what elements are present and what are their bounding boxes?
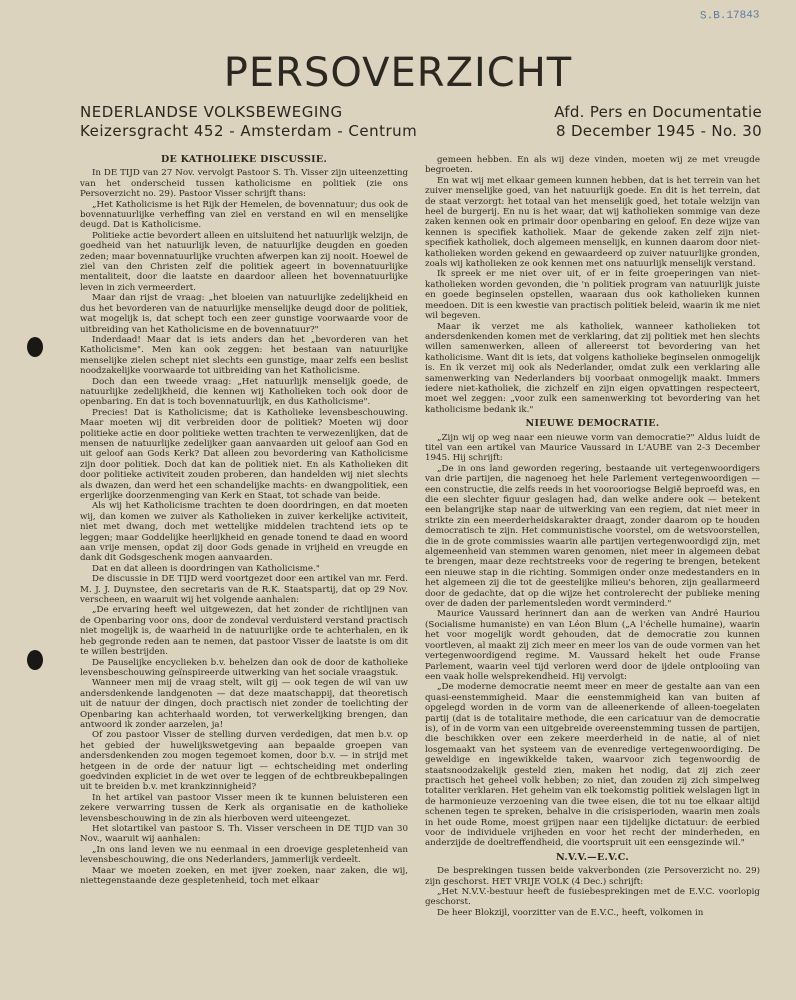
paragraph: Maar we moeten zoeken, en met ijver zoeken, naar zaken, die wij, niettegenstaande deze gespletenheid, toch met elkaar bbox=[80, 865, 408, 887]
section-heading-nieuwe-democratie: NIEUWE DEMOCRATIE. bbox=[525, 418, 660, 430]
organization-name: NEDERLANDSE VOLKSBEWEGING bbox=[80, 103, 343, 121]
paragraph: „De in ons land geworden regering, bestaande uit vertegenwoordigers van drie partijen, die nagenoeg het hele Parlement vertegenwoordigen — een constructie, die zelfs reeds in het voorooriogse België beproefd was, en die een slechter figuur geslagen had, dan welke andere ook — betekent een belangrijke stap naar de uitwerking van een regiem, dat niet meer in strikte zin een meerderheidskarakter draagt, zonder daarom op te houden democratisch te zijn. Het communistische voorstel, om de wetsvoorstellen, die in de grote commissies waarin alle partijen vertegenwoordigd zijn, met algemeenheid van stemmen waren genomen, niet meer in algemeen debat te brengen, maar deze rechtstreeks voor de regering te brengen, betekent een nieuwe stap in die richting. Sommigen onder onze medestanders en in het algemeen zij die tot de geestelijke milieu's behoren, zijn geallarmeerd door de gedachte, dat op die wijze het controlerecht der publieke mening over de daden der parlementsleden wordt verminderd." bbox=[425, 463, 760, 610]
paragraph: Inderdaad! Maar dat is iets anders dan het „bevorderen van het Katholicisme". Men kan ook zeggen: het bestaan van natuurlijke menselijke zielen schept niet slechts een gunstige, maar zelfs een beslist noodzakelijke voorwaarde tot uitbreiding van het Katholicisme. bbox=[80, 334, 408, 377]
left-column-paragraphs bbox=[80, 168, 408, 886]
nvv-evc-paragraphs bbox=[425, 866, 760, 918]
issue-date-number: 8 December 1945 - No. 30 bbox=[556, 122, 762, 140]
paragraph: „Het Katholicisme is het Rijk der Hemelen, de bovennatuur; dus ook de bovennatuurlijke verheffing van ziel en verstand en wil en menselijke deugd. Dat is Katholicisme. bbox=[80, 199, 408, 231]
right-column-paragraphs-continued bbox=[425, 155, 760, 415]
paragraph: Politieke actie bevordert alleen en uitsluitend het natuurlijk welzijn, de goedheid van het natuurlijk leven, de natuurlijke deugden en goeden zeden; maar bovennatuurlijke vruchten afwerpen kan zij nooit. Hoewel de ziel van den Christen zelf die politiek ageert in bovennatuurlijke mentaliteit, door die laatste en daardoor alleen het bovennatuurlijke leven in zich vermeerdert. bbox=[80, 230, 408, 293]
paragraph: Maurice Vaussard herinnert dan aan de werken van André Hauriou (Socialisme humaniste) en van Léon Blum („A l'échelle humaine), waarin het voor mogelijk wordt gehouden, dat de democratie zou kunnen voortleven, al maakt zij zich meer en meer los van de oude vormen van het vertegenwoordigend regime. M. Vaussard hekelt het oude Franse Parlement, waarin veel tijd verloren werd door de ijdele ontplooiing van een vaak holle welsprekendheid. Hij vervolgt: bbox=[425, 609, 760, 682]
department-block bbox=[554, 103, 762, 141]
paragraph: Ik spreek er me niet over uit, of er in feite groeperingen van niet-katholieken worden gevonden, die 'n politiek program van natuurlijk juiste en goede beginselen opstellen, waaraan dus ook katholieken kunnen meedoen. Dit is een kwestie van practisch politiek beleid, waarin ik me niet wil begeven. bbox=[425, 269, 760, 322]
paragraph: gemeen hebben. En als wij deze vinden, moeten wij ze met vreugde begroeten. bbox=[425, 155, 760, 176]
paragraph: „De ervaring heeft wel uitgewezen, dat het zonder de richtlijnen van de Openbaring voor ons, door de zondeval verduisterd verstand practisch niet mogelijk is, de waarheid in de natuurlijke orde te achterhalen, en ik heb gegronde reden aan te nemen, dat pastoor Visser de laatste is om dit te willen bestrijden. bbox=[80, 605, 408, 658]
section-heading-katholieke-discussie: DE KATHOLIEKE DISCUSSIE. bbox=[160, 155, 328, 165]
paragraph: Of zou pastoor Visser de stelling durven verdedigen, dat men b.v. op het gebied der huwelijkswetgeving aan bepaalde groepen van andersdenkenden zou mogen tegemoet komen, door b.v. — in strijd met hetgeen in de orde der natuur ligt — echtscheiding met onderling goedvinden expliciet in de wet over te leggen of de echtbreukbepalingen uit te breiden b.v. met krankzinnigheid? bbox=[80, 730, 408, 793]
paragraph: „De moderne democratie neemt meer en meer de gestalte aan van een quasi-eenstemmigheid. Maar die eenstemmigheid kan van buiten af opgelegd worden in de vorm van de alleenerkende of alleen-toegelaten partij (dat is de totalitaire methode, die een caricatuur van de democratie is), of in de vorm van een uitgebreide overeenstemming tussen de partijen, die beschikken over een zekere meerderheid in de natie, al of niet losgemaakt van het systeem van de evenredige vertegenwoordiging. De geweldige en ingewikkelde taken, waarvoor zich tegenwoordig de staatsnoodzakelijk gesteld zien, maken het nodig, dat zij zich zeer practisch het geheel volk hebben; zo niet, dan zouden zij zich simpelweg totaliter verklaren. Het geheim van elk toekomstig politiek welslagen ligt in de harmonieuze verzoening van die twee eisen, die tot nu toe elkaar altijd schenen tegen te spreken, behalve in die crisisperioden, waarin men zoals in het oude Rome, moest grijpen naar een tijdelijke dictatuur: de eerbied voor de individuele vrijheden en voor het recht der minderheden, en anderzijde de doeltreffendheid, die voortspruit uit een eensgezinde wil." bbox=[425, 682, 760, 849]
paragraph: „Het N.V.V.-bestuur heeft de fusiebesprekingen met de E.V.C. voorlopig geschorst. bbox=[425, 887, 760, 908]
paragraph: En wat wij met elkaar gemeen kunnen hebben, dat is het terrein van het zuiver menselijke goed, van het natuurlijk goede. En dit is het terrein, dat de staat verzorgt: het totaal van het menselijk goed, het totale welzijn van heel de burgerij. En nu is het waar, dat wij katholieken sommige van deze zaken kennen ook en primair door openbaring en geloof. En deze wijze van kennen is specifiek katholiek. Maar de gekende zaken zelf zijn niet-specifiek katholiek, doch algemeen menselijk, en kunnen daarom door niet-katholieken worden gekend en gewaardeerd op zuiver natuurlijke gronden, zoals wij katholieken ze ook kennen met ons natuurlijk menselijk verstand. bbox=[425, 175, 760, 270]
paragraph: „Zijn wij op weg naar een nieuwe vorm van democratie?" Aldus luidt de titel van een artikel van Maurice Vaussard in L'AUBE van 2-3 December 1945. Hij schrijft: bbox=[425, 432, 760, 464]
paragraph: Dat en dat alleen is doordringen van Katholicisme." bbox=[92, 563, 320, 574]
paragraph: De besprekingen tussen beide vakverbonden (zie Persoverzicht no. 29) zijn geschorst. HET VRIJE VOLK (4 Dec.) schrijft: bbox=[425, 866, 760, 887]
right-column bbox=[425, 155, 760, 990]
organization-address: Keizersgracht 452 - Amsterdam - Centrum bbox=[80, 122, 418, 140]
nieuwe-democratie-paragraphs bbox=[425, 433, 760, 849]
paragraph: De discussie in DE TIJD werd voortgezet door een artikel van mr. Ferd. M. J. J. Duynstee, den secretaris van de R.K. Staatspartij, dat op 29 Nov. verscheen, en waaruit wij het volgende aanhalen: bbox=[80, 574, 408, 606]
paragraph: De heer Blokzijl, voorzitter van de E.V.C., heeft, volkomen in bbox=[437, 907, 704, 918]
paragraph: Doch dan een tweede vraag: „Het natuurlijk menselijk goede, de natuurlijke zedelijkheid, die kennen wij Katholieken toch ook door de openbaring. En dat is toch bovennatuurlijk, en dus Katholicisme". bbox=[80, 376, 408, 408]
archive-reference-number: S.B.17843 bbox=[699, 9, 760, 23]
section-heading-nvv-evc: N.V.V.—E.V.C. bbox=[555, 851, 630, 863]
paragraph: Maar ik verzet me als katholiek, wanneer katholieken tot andersdenkenden komen met de verklaring, dat zij politiek met hen slechts willen samenwerken, alleen of allereerst tot bevordering van het katholicisme. Want dit is iets, dat volgens katholieke beginselen onmogelijk is. En ik verzet mij ook als Nederlander, omdat zulk een verklaring alle samenwerking van Nederlanders bij voorbaat onmogelijk maakt. Immers iedere niet-katholiek, die zichzelf en zijn eigen opvattingen respecteert, moet wel zeggen: „voor zulk een samenwerking tot bevordering van het katholicisme bedank ik." bbox=[425, 321, 760, 415]
paragraph: Maar dan rijst de vraag: „het bloeien van natuurlijke zedelijkheid en dus het bevorderen van de natuurlijke menselijke deugd door de politiek, wat mogelijk is, dat schept toch een zeer gunstige voorwaarde voor de uitbreiding van het Katholicisme en de bovennatuur?" bbox=[80, 293, 408, 335]
paragraph: De Pauselijke encyclieken b.v. behelzen dan ook de door de katholieke levensbeschouwing geïnspireerde uitwerking van het sociale vraagstuk. bbox=[80, 657, 408, 678]
punch-hole bbox=[27, 650, 43, 670]
paragraph: „In ons land leven we nu eenmaal in een droevige gespletenheid van levensbeschouwing, die ons Nederlanders, jammerlijk verdeelt. bbox=[80, 844, 408, 866]
paragraph: Wanneer men mij de vraag stelt, wilt gij — ook tegen de wil van uw andersdenkende landgenoten — dat deze maatschappij, dat theoretisch uit de natuur der dingen, doch practisch niet zonder de toelichting der Openbaring kan achterhaald worden, tot verwerkelijking brengen, dan antwoord ik zonder aarzelen, ja! bbox=[80, 678, 408, 730]
paragraph: In het artikel van pastoor Visser meen ik te kunnen beluisteren een zekere verwarring tussen de Kerk als organisatie en de katholieke levensbeschouwing in de zin als hierboven werd uiteengezet. bbox=[80, 792, 408, 824]
paragraph: In DE TIJD van 27 Nov. vervolgt Pastoor S. Th. Visser zijn uiteenzetting van het onderscheid tussen katholicisme en politiek (zie ons Persoverzicht no. 29). Pastoor Visser schrijft thans: bbox=[80, 168, 408, 200]
masthead-title: PERSOVERZICHT bbox=[223, 50, 573, 96]
left-column bbox=[80, 155, 408, 990]
department-name: Afd. Pers en Documentatie bbox=[554, 103, 762, 121]
paragraph: Als wij het Katholicisme trachten te doen doordringen, en dat moeten wij, dan komen we zuiver als Katholieken in zuiver kerkelijke activiteit, niet met dwang, doch met wettelijke middelen trachtend iets op te leggen; maar Goddelijke heerlijkheid en genade tonend te daad en woord aan vrije mensen, opdat zij door Gods genade in vrijheid en vreugde en dank dit Godsgeschenk mogen aanvaarden. bbox=[80, 501, 408, 564]
organization-block bbox=[80, 103, 417, 141]
paragraph: Precies! Dat is Katholicisme; dat is Katholieke levensbeschouwing. Maar moeten wij dit verbreiden door de politiek? Moeten wij door politieke actie en door politieke wetten trachten te verwezenlijken, dat de mensen de natuurlijke zedelijker gaan aanvaarden uit geloof aan God en uit geloof aan Gods Kerk? Dat alleen zou bevordering van Katholicisme zijn door politiek. Doch dat kan de politiek niet. En als Katholieken dit door politieke activiteit zouden proberen, dan handelden wij niet slechts als dwazen, dan werd het een schandelijke machts- en dwangpolitiek, een ergerlijke doorzenmenging van Kerk en Staat, tot schade van beide. bbox=[80, 407, 408, 501]
punch-hole bbox=[27, 337, 43, 357]
paragraph: Het slotartikel van pastoor S. Th. Visser verscheen in DE TIJD van 30 Nov., waaruit wij aanhalen: bbox=[80, 824, 408, 845]
